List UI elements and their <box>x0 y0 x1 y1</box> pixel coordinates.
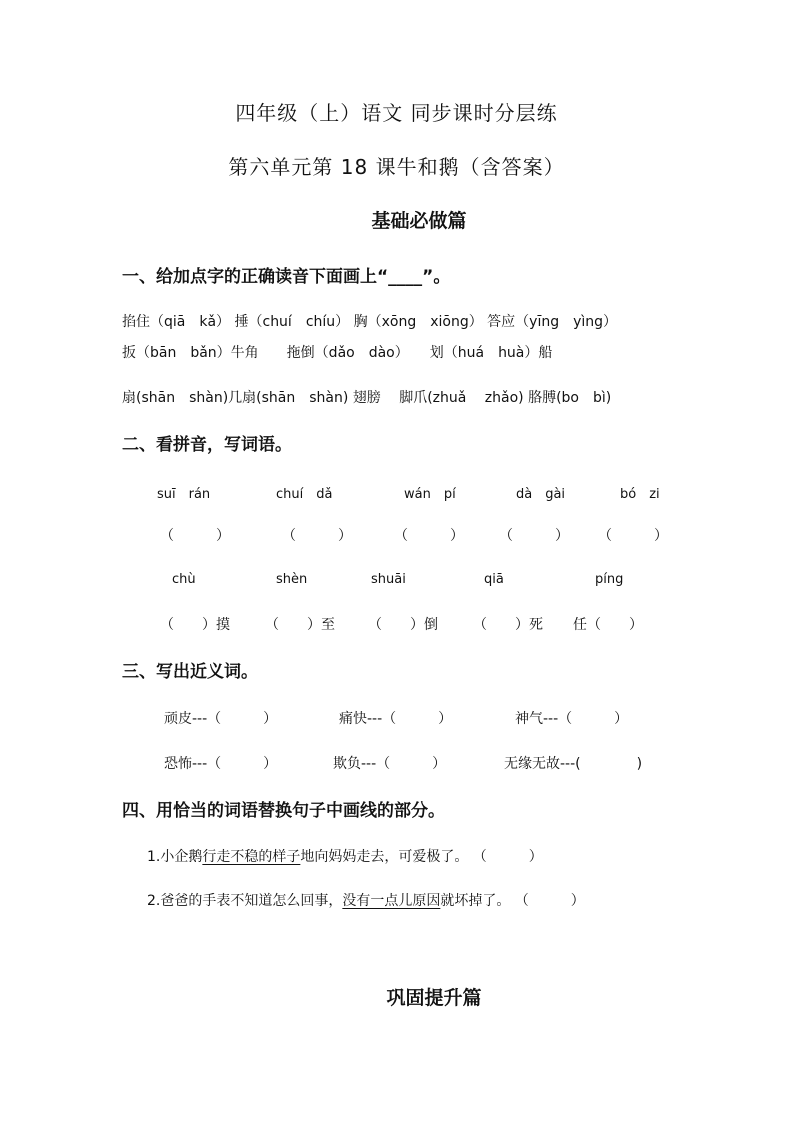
question-3-heading: 三、写出近义词。 <box>122 662 258 682</box>
pinyin-shuai: shuāi <box>371 572 406 587</box>
question-4-heading: 四、用恰当的词语替换句子中画线的部分。 <box>122 801 445 821</box>
sentence-2-end: 就坏掉了。 （ ） <box>440 893 585 909</box>
synonym-wuyuanwugu[interactable]: 无缘无故---( ) <box>504 756 643 772</box>
sentence-2-start: 2.爸爸的手表不知道怎么回事， <box>147 893 343 909</box>
pinyin-chu: chù <box>172 572 196 587</box>
question-2-heading: 二、看拼音，写词语。 <box>122 435 292 455</box>
pinyin-wanpi: wán pí <box>404 487 456 502</box>
answer-blank-shenzhi[interactable]: （ ）至 <box>265 617 335 633</box>
pinyin-bozi: bó zi <box>620 487 660 502</box>
sentence-1[interactable] <box>147 846 543 866</box>
synonym-qifu[interactable]: 欺负---（ ） <box>333 756 447 772</box>
synonym-kongbu[interactable]: 恐怖---（ ） <box>164 756 278 772</box>
section-advanced-heading: 巩固提升篇 <box>386 987 482 1009</box>
answer-blank-wanpi[interactable]: （ ） <box>394 528 464 544</box>
synonym-shenqi[interactable]: 神气---（ ） <box>515 711 629 727</box>
question-1-heading: 一、给加点字的正确读音下面画上“____”。 <box>122 267 451 287</box>
pinyin-chuida: chuí dǎ <box>276 487 333 502</box>
sentence-2[interactable] <box>147 890 585 910</box>
question-1-line-1: 掐住（qiā kǎ） 捶（chuí chíu） 胸（xōng xiōng） 答应（yīng yìng） <box>122 314 618 330</box>
question-1-line-3: 扇(shān shàn)几扇(shān shàn) 翅膀 脚爪(zhuǎ zhǎo) 胳膊(bo bì) <box>122 390 612 406</box>
question-1-line-2: 扳（bān bǎn）牛角 拖倒（dǎo dào） 划（huá huà）船 <box>122 345 553 361</box>
sentence-1-end: 地向妈妈走去，可爱极了。 （ ） <box>300 849 543 865</box>
pinyin-dagai: dà gài <box>516 487 566 502</box>
answer-blank-suiran[interactable]: （ ） <box>160 528 230 544</box>
sentence-2-underlined: 没有一点儿原因 <box>342 893 441 909</box>
answer-blank-renping[interactable]: 任（ ） <box>573 617 643 633</box>
lesson-title: 第六单元第 18 课牛和鹅（含答案） <box>228 155 565 179</box>
answer-blank-qiasi[interactable]: （ ）死 <box>473 617 543 633</box>
pinyin-suiran: suī rán <box>157 487 211 502</box>
answer-blank-chumo[interactable]: （ ）摸 <box>160 617 230 633</box>
sentence-1-underlined: 行走不稳的样子 <box>202 849 301 865</box>
synonym-wanpi[interactable]: 顽皮---（ ） <box>164 711 278 727</box>
worksheet-title: 四年级（上）语文 同步课时分层练 <box>235 101 558 125</box>
answer-blank-bozi[interactable]: （ ） <box>598 528 668 544</box>
answer-blank-shuaidao[interactable]: （ ）倒 <box>368 617 438 633</box>
answer-blank-dagai[interactable]: （ ） <box>499 528 569 544</box>
synonym-tongkuai[interactable]: 痛快---（ ） <box>339 711 453 727</box>
sentence-1-start: 1.小企鹅 <box>147 849 203 865</box>
section-basic-heading: 基础必做篇 <box>371 210 467 232</box>
pinyin-shen: shèn <box>276 572 308 587</box>
pinyin-qia: qiā <box>484 572 504 587</box>
pinyin-ping: píng <box>595 572 624 587</box>
answer-blank-chuida[interactable]: （ ） <box>282 528 352 544</box>
